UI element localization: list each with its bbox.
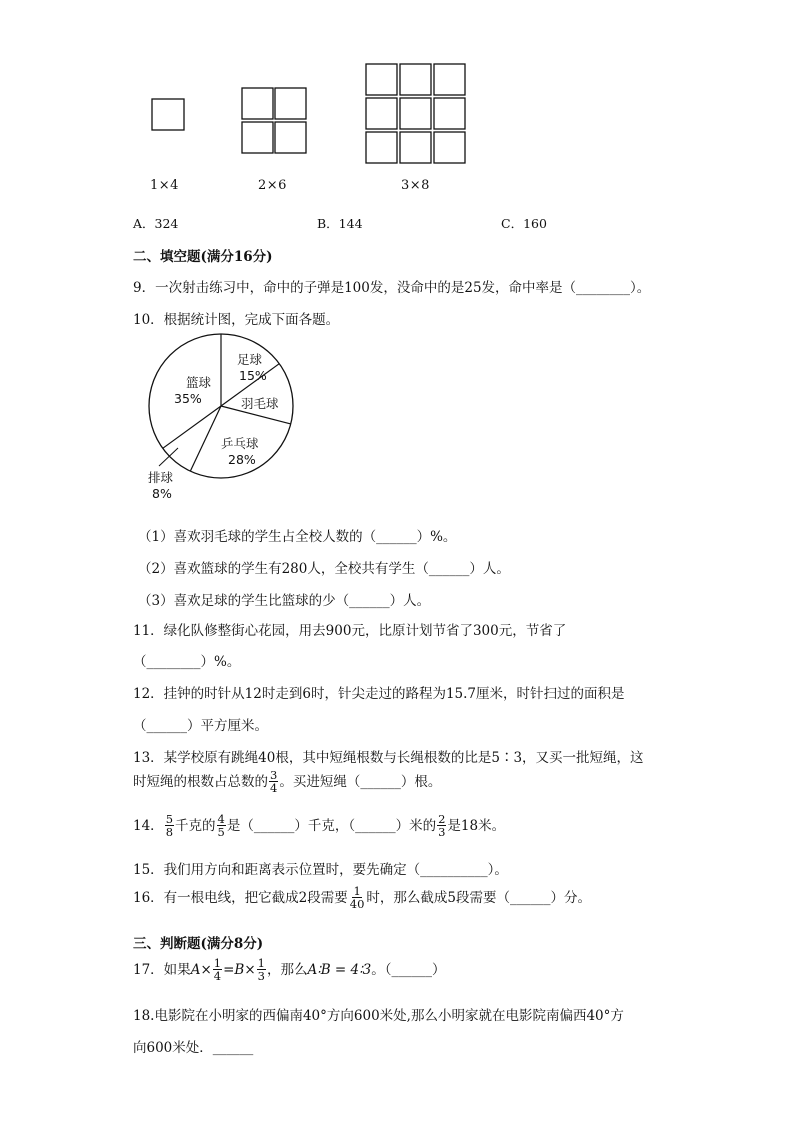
q13-frac-den: 4 — [270, 781, 278, 795]
q13-text-before: 时短绳的根数占总数的 — [133, 774, 268, 790]
q17-ratio: A∶B = 4∶3 — [307, 962, 372, 978]
q14-fraction-1 — [165, 813, 174, 838]
option-a: A．324 — [133, 216, 179, 231]
q14-f3-den: 3 — [438, 825, 446, 839]
q17-f1-den: 4 — [213, 969, 222, 983]
q16-frac-den: 40 — [349, 897, 365, 911]
figure-1-square — [152, 99, 184, 130]
question-12-line2: （______）平方厘米。 — [133, 718, 268, 734]
section-2-title: 二、填空题(满分16分) — [133, 249, 273, 265]
pie-slice-value-1: 15% — [239, 368, 267, 383]
q17-fraction-1 — [213, 957, 222, 982]
q17-times-2: × — [244, 962, 256, 978]
square-figures — [140, 55, 480, 175]
pie-slice-name-5: 篮球 — [186, 375, 212, 390]
figure-label-2: 2×6 — [258, 178, 287, 193]
q17-var-a: A — [190, 962, 201, 978]
q17-f2-den: 3 — [257, 969, 265, 983]
question-12-line1: 12．挂钟的时针从12时走到6时，针尖走过的路程为15.7厘米，时针扫过的面积是 — [133, 686, 625, 702]
figure-3-squares — [366, 64, 465, 163]
q13-text-after: 。买进短绳（______）根。 — [279, 774, 442, 790]
figure-label-3: 3×8 — [401, 178, 430, 193]
q17-post: 。（______） — [371, 962, 446, 978]
q14-fraction-3 — [437, 813, 446, 838]
pie-slice-boundary-5 — [163, 406, 221, 448]
q14-f1-den: 8 — [165, 825, 174, 839]
question-18-line1: 18.电影院在小明家的西偏南40°方向600米处,那么小明家就在电影院南偏西40°方 — [133, 1008, 624, 1024]
question-10-1: （1）喜欢羽毛球的学生占全校人数的（______）%。 — [138, 529, 457, 545]
q17-pre: 17．如果 — [133, 962, 191, 978]
q14-f2-den: 5 — [217, 825, 225, 839]
q14-text-1: 千克的 — [175, 818, 216, 834]
question-13-line2 — [133, 770, 441, 795]
section-3-title: 三、判断题(满分8分) — [133, 936, 264, 952]
question-13-line1: 13．某学校原有跳绳40根，其中短绳根数与长绳根数的比是5∶3，又买一批短绳，这 — [133, 750, 644, 766]
q14-text-2: 是（______）千克，（______）米的 — [226, 818, 437, 834]
q17-fraction-2 — [257, 957, 266, 982]
pie-slice-name-3: 乒乓球 — [221, 436, 259, 451]
pie-slice-name-2: 羽毛球 — [241, 396, 279, 411]
pie-slice-name-1: 足球 — [237, 352, 263, 367]
q16-fraction — [349, 885, 366, 910]
q17-f1-num: 1 — [213, 956, 222, 970]
q14-fraction-2 — [217, 813, 226, 838]
pie-slice-value-3: 28% — [228, 452, 256, 467]
q17-f2-num: 1 — [257, 956, 265, 970]
pie-slice-boundary-4 — [190, 406, 221, 471]
q13-frac-num: 3 — [270, 768, 278, 782]
q16-frac-num: 1 — [353, 884, 361, 898]
q16-text-before: 16．有一根电线，把它截成2段需要 — [133, 890, 348, 906]
option-c: C．160 — [501, 216, 547, 231]
question-15: 15．我们用方向和距离表示位置时，要先确定（__________）。 — [133, 862, 508, 878]
question-18-line2: 向600米处．______ — [133, 1040, 254, 1056]
q14-f1-num: 5 — [165, 812, 174, 826]
q16-text-after: 时，那么截成5段需要（______）分。 — [366, 890, 592, 906]
question-11-line1: 11．绿化队修整街心花园，用去900元，比原计划节省了300元，节省了 — [133, 623, 567, 639]
pie-slice-value-5: 35% — [174, 391, 202, 406]
figure-2-squares — [242, 88, 306, 153]
question-11-line2: （________）%。 — [133, 654, 241, 670]
q14-f2-num: 4 — [217, 812, 225, 826]
question-10-2: （2）喜欢篮球的学生有280人，全校共有学生（______）人。 — [138, 561, 510, 577]
figure-label-1: 1×4 — [150, 178, 179, 193]
q17-var-b: B — [234, 962, 245, 978]
q13-fraction — [269, 769, 278, 794]
question-16 — [133, 886, 591, 911]
q17-equals: = — [223, 962, 235, 978]
q14-number: 14． — [133, 818, 164, 834]
question-10: 10．根据统计图，完成下面各题。 — [133, 312, 340, 328]
question-9: 9．一次射击练习中，命中的子弹是100发，没命中的是25发，命中率是（________）。 — [133, 280, 651, 296]
question-17 — [133, 958, 445, 983]
q17-times-1: × — [200, 962, 212, 978]
pie-slice-value-4: 8% — [152, 486, 172, 501]
pie-chart — [140, 330, 310, 505]
question-10-3: （3）喜欢足球的学生比篮球的少（______）人。 — [138, 593, 431, 609]
volleyball-leader-line — [159, 448, 178, 466]
question-14 — [133, 814, 505, 839]
option-b: B．144 — [317, 216, 363, 231]
q14-f3-num: 2 — [438, 812, 446, 826]
pie-slice-name-4: 排球 — [148, 470, 174, 485]
q14-text-3: 是18米。 — [447, 818, 506, 834]
q17-mid: ，那么 — [266, 962, 308, 978]
